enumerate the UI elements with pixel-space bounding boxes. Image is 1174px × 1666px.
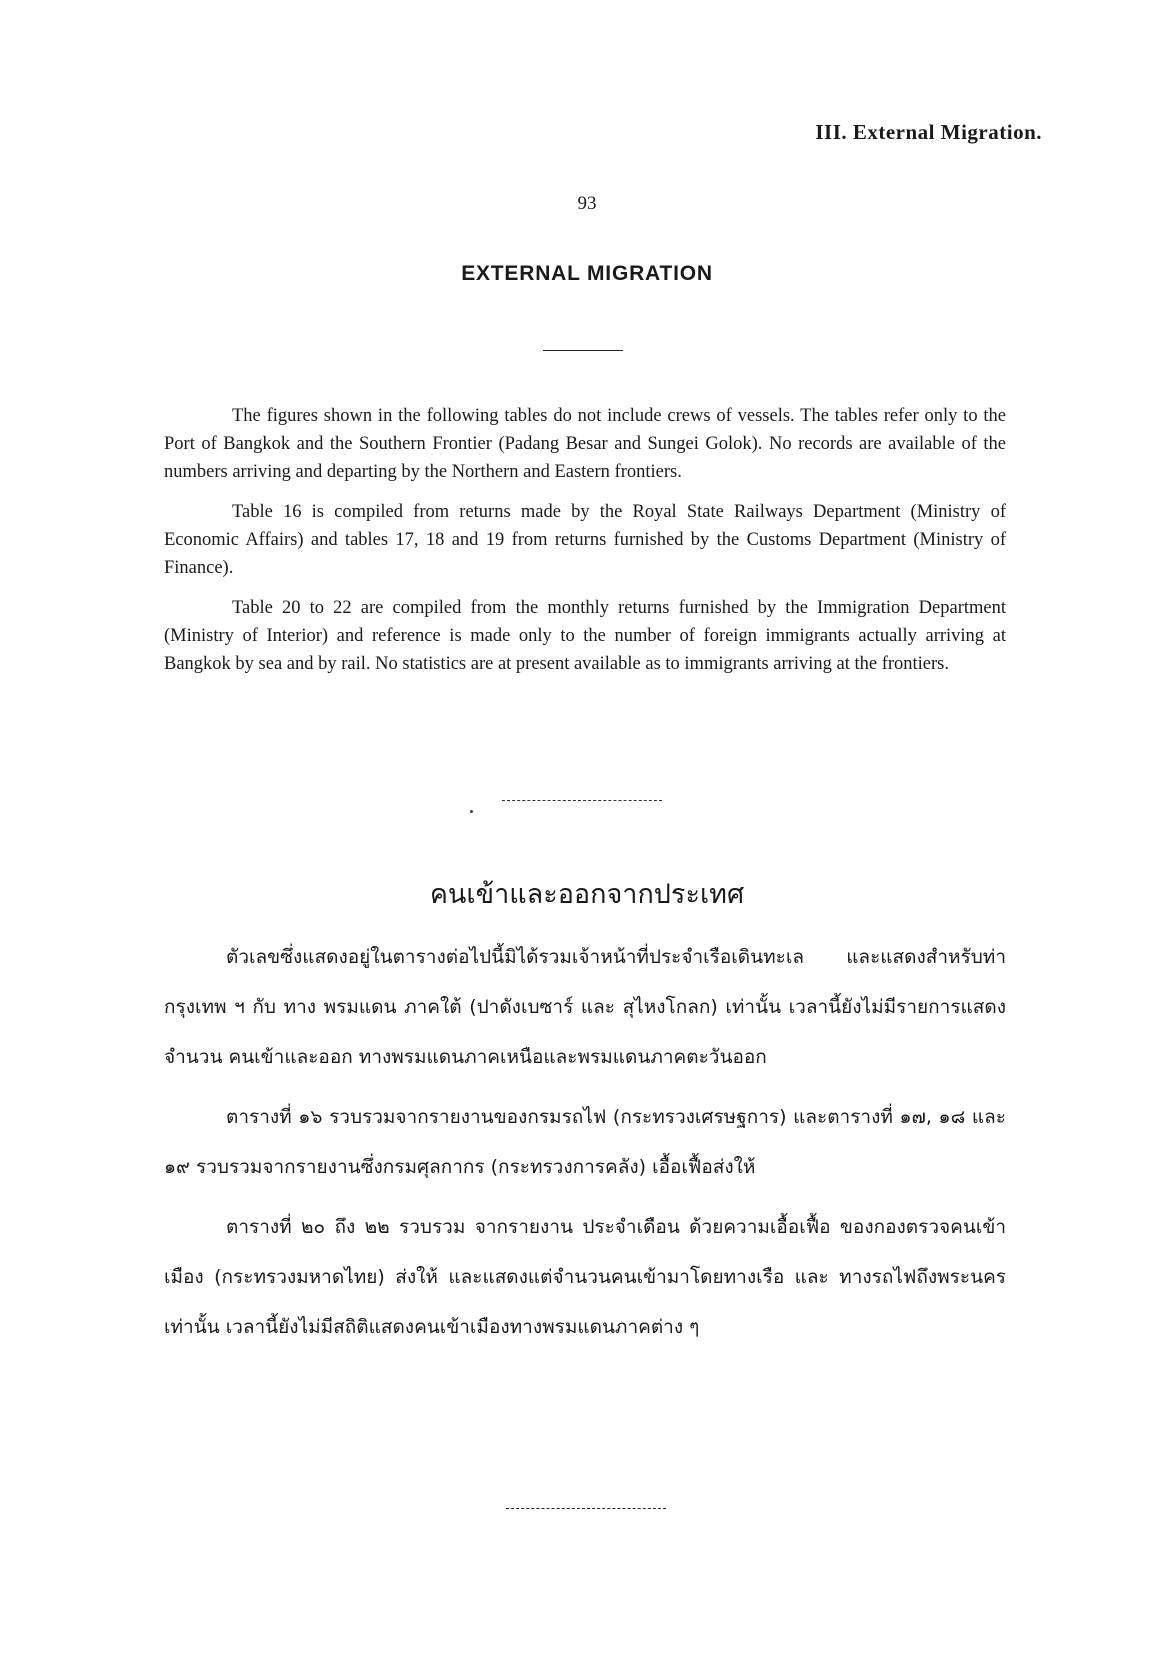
end-divider — [506, 1508, 666, 1509]
thai-paragraph-2: ตารางที่ ๑๖ รวบรวมจากรายงานของกรมรถไฟ (กระทรวงเศรษฐการ) และตารางที่ ๑๗, ๑๘ และ ๑๙ รวบรวมจากรายงานซึ่งกรมศุลกากร (กระทรวงการคลัง) เอื้อเฟื้อส่งให้ — [164, 1106, 1006, 1178]
thai-title: คนเข้าและออกจากประเทศ — [429, 879, 745, 910]
english-section — [164, 402, 1006, 690]
title-divider — [543, 350, 623, 351]
page-title: EXTERNAL MIGRATION — [461, 262, 713, 285]
thai-section — [164, 932, 1006, 1362]
english-paragraph-2: Table 16 is compiled from returns made by the Royal State Railways Department (Ministry of Economic Affairs) and tables 17, 18 and 19 from returns furnished by the Customs Department (Ministry of Finance). — [164, 502, 1006, 578]
english-paragraph-3: Table 20 to 22 are compiled from the monthly returns furnished by the Immigration Department (Ministry of Interior) and reference is made only to the number of foreign immigrants actually arriving at Bangkok by sea and by rail. No statistics are at present available as to immigrants arriving at the frontiers. — [164, 598, 1006, 674]
section-divider — [502, 800, 662, 801]
thai-paragraph-1: ตัวเลขซึ่งแสดงอยู่ในตารางต่อไปนี้มิได้รวมเจ้าหน้าที่ประจำเรือเดินทะเล และแสดงสำหรับท่ากรุงเทพ ฯ กับ ทาง พรมแดน ภาคใต้ (ปาดังเบซาร์ และ สุไหงโกลก) เท่านั้น เวลานี้ยังไม่มีรายการแสดงจำนวน คนเข้าและออก ทางพรมแดนภาคเหนือและพรมแดนภาคตะวันออก — [164, 946, 1006, 1068]
page-number: 93 — [577, 193, 597, 214]
thai-paragraph-3: ตารางที่ ๒๐ ถึง ๒๒ รวบรวม จากรายงาน ประจำเดือน ด้วยความเอื้อเฟื้อ ของกองตรวจคนเข้าเมือง (กระทรวงมหาดไทย) ส่งให้ และแสดงแต่จำนวนคนเข้ามาโดยทางเรือ และ ทางรถไฟถึงพระนครเท่านั้น เวลานี้ยังไม่มีสถิติแสดงคนเข้าเมืองทางพรมแดนภาคต่าง ๆ — [164, 1216, 1006, 1338]
running-head: III. External Migration. — [815, 120, 1042, 144]
stray-dot — [470, 810, 473, 813]
english-paragraph-1: The figures shown in the following tables do not include crews of vessels. The tables refer only to the Port of Bangkok and the Southern Frontier (Padang Besar and Sungei Golok). No records are available of the numbers arriving and departing by the Northern and Eastern frontiers. — [164, 406, 1006, 482]
